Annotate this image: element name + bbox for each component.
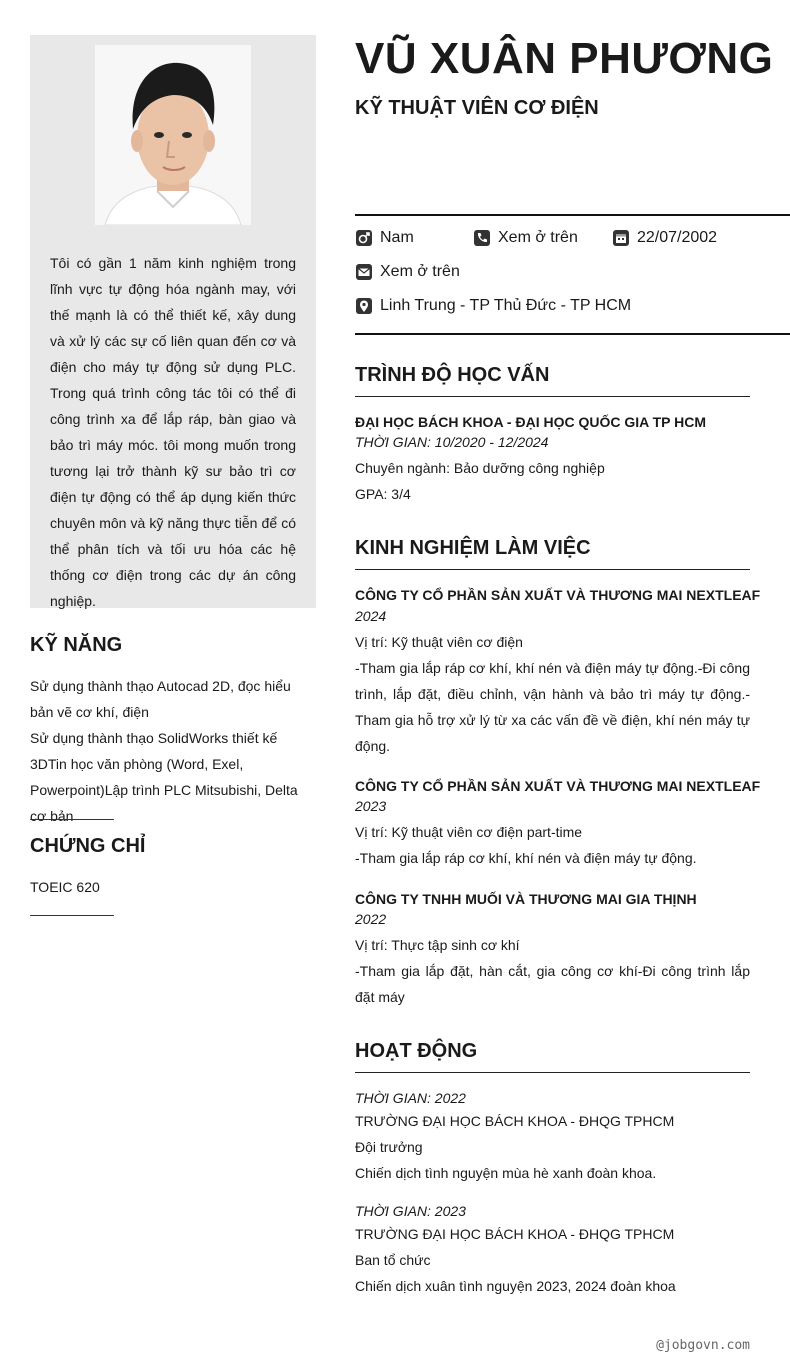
experience-position: Vị trí: Thực tập sinh cơ khí: [355, 937, 520, 953]
phone-value: Xem ở trên: [498, 229, 578, 246]
experience-year: 2023: [355, 798, 387, 814]
experience-description: -Tham gia lắp đặt, hàn cắt, gia công cơ khí-Đi công trình lắp đặt máy: [355, 963, 750, 1005]
contact-top-rule: [355, 214, 790, 216]
activity-time: THỜI GIAN: 2023: [355, 1203, 466, 1219]
location-pin-icon: [355, 297, 373, 315]
education-rule: [355, 396, 750, 397]
activity-time: THỜI GIAN: 2022: [355, 1090, 466, 1106]
summary-text: Tôi có gần 1 năm kinh nghiệm trong lĩnh vực tự động hóa ngành may, với thế mạnh là có thể thiết kế, xây dung và xử lý các sự cố liên quan đến cơ và điện cho máy tự động sử dụng PLC. Trong quá trình công tác tôi có thể đi công trình xa để lắp ráp, bàn giao và bảo trì máy móc. tôi mong muốn trong tương lại trở thành kỹ sư bảo trì cơ điện tự động có thể áp dụng kiến thức chuyên môn và kỹ năng thực tiễn để có thể phân tích và tối ưu hóa các hệ thống cơ điện trong các dự án công nghiệp.: [50, 255, 296, 609]
gender-value: Nam: [380, 229, 414, 246]
address-info: [355, 297, 631, 315]
certificates-title: CHỨNG CHỈ: [30, 835, 146, 857]
experience-description: -Tham gia lắp ráp cơ khí, khí nén và điện máy tự động.-Đi công trình, lắp đặt, điều chỉnh, vận hành và bảo trì máy tự động.-Tham gia hỗ trợ xử lý từ xa các vấn đề về điện, khí nén máy tự động.: [355, 660, 750, 754]
activities-rule: [355, 1072, 750, 1073]
footer-watermark: @jobgovn.com: [656, 1338, 750, 1353]
job-title: KỸ THUẬT VIÊN CƠ ĐIỆN: [355, 97, 599, 119]
skills-divider: [30, 819, 114, 820]
activity-description: Chiến dịch tình nguyện mùa hè xanh đoàn khoa.: [355, 1165, 657, 1181]
phone-icon: [473, 229, 491, 247]
gender-info: [355, 229, 414, 247]
experience-item: [355, 776, 761, 871]
school-name: ĐẠI HỌC BÁCH KHOA - ĐẠI HỌC QUỐC GIA TP HCM: [355, 414, 707, 430]
skills-title: KỸ NĂNG: [30, 634, 123, 656]
education-title: TRÌNH ĐỘ HỌC VẤN: [355, 364, 550, 386]
activity-role: Đội trưởng: [355, 1139, 423, 1155]
experience-position: Vị trí: Kỹ thuật viên cơ điện: [355, 634, 523, 650]
profile-panel: [30, 35, 316, 608]
activities-title: HOẠT ĐỘNG: [355, 1040, 478, 1062]
experience-year: 2022: [355, 911, 387, 927]
candidate-name: VŨ XUÂN PHƯƠNG: [355, 34, 774, 83]
education-time: THỜI GIAN: 10/2020 - 12/2024: [355, 434, 549, 450]
experience-item: [355, 585, 761, 759]
experience-position: Vị trí: Kỹ thuật viên cơ điện part-time: [355, 824, 583, 840]
gender-icon: [355, 229, 373, 247]
education-entry: [355, 412, 750, 507]
education-gpa: GPA: 3/4: [355, 486, 411, 502]
company-name: CÔNG TY CỔ PHẦN SẢN XUẤT VÀ THƯƠNG MAI NEXTLEAF: [355, 587, 761, 603]
activity-org: TRƯỜNG ĐẠI HỌC BÁCH KHOA - ĐHQG TPHCM: [355, 1226, 675, 1242]
experience-year: 2024: [355, 608, 387, 624]
activity-role: Ban tổ chức: [355, 1252, 431, 1268]
calendar-icon: [612, 229, 630, 247]
company-name: CÔNG TY CỔ PHẦN SẢN XUẤT VÀ THƯƠNG MAI NEXTLEAF: [355, 778, 761, 794]
certificates-divider: [30, 915, 114, 916]
activity-org: TRƯỜNG ĐẠI HỌC BÁCH KHOA - ĐHQG TPHCM: [355, 1113, 675, 1129]
address-value: Linh Trung - TP Thủ Đức - TP HCM: [380, 297, 632, 314]
contact-bottom-rule: [355, 333, 790, 335]
experience-description: -Tham gia lắp ráp cơ khí, khí nén và điện máy tự động.: [355, 850, 697, 866]
company-name: CÔNG TY TNHH MUỐI VÀ THƯƠNG MAI GIA THỊNH: [355, 891, 697, 907]
education-major: Chuyên ngành: Bảo dưỡng công nghiệp: [355, 460, 605, 476]
birthday-value: 22/07/2002: [637, 229, 718, 246]
birthday-info: [612, 229, 717, 247]
email-icon: [355, 263, 373, 281]
phone-info: [473, 229, 578, 247]
experience-title: KINH NGHIỆM LÀM VIỆC: [355, 537, 591, 559]
activity-item: [355, 1085, 750, 1186]
experience-rule: [355, 569, 750, 570]
profile-photo: [95, 45, 251, 225]
email-info: [355, 263, 460, 281]
activity-description: Chiến dịch xuân tình nguyện 2023, 2024 đoàn khoa: [355, 1278, 676, 1294]
skills-text: Sử dụng thành thạo Autocad 2D, đọc hiểu bản vẽ cơ khí, điện Sử dụng thành thạo SolidWorks thiết kế 3DTin học văn phòng (Word, Exel, Powerpoint)Lập trình PLC Mitsubishi, Delta cơ bản: [30, 678, 298, 824]
experience-item: [355, 889, 750, 1010]
certificates-text: TOEIC 620: [30, 879, 100, 895]
activity-item: [355, 1198, 750, 1299]
email-value: Xem ở trên: [380, 263, 460, 280]
